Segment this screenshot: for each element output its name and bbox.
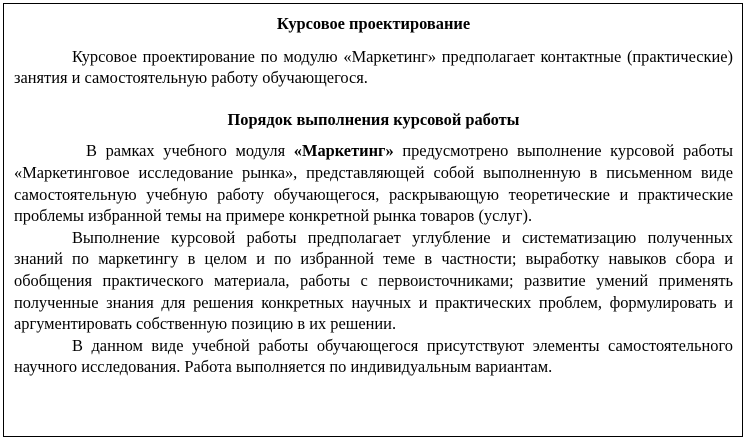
intro-paragraph: Курсовое проектирование по модулю «Маркетинг» предполагает контактные (практические) занятия и самостоятельную работу обучающегося. — [14, 46, 733, 88]
paragraph-2: Выполнение курсовой работы предполагает углубление и систематизацию полученных знаний по маркетингу в целом и по избранной теме в частности; выработку навыков сбора и обобщения практического материала, работы с первоисточниками; развитие умений применять полученные знания для решения конкретных научных и практических проблем, формулировать и аргументировать собственную позицию в их решении. — [14, 227, 733, 334]
paragraph-1-start: В рамках учебного модуля — [86, 141, 294, 161]
paragraph-3: В данном виде учебной работы обучающегося присутствуют элементы самостоятельного научного исследования. Работа выполняется по индивидуальным вариантам. — [14, 335, 733, 377]
module-name: «Маркетинг» — [293, 141, 394, 161]
section-title: Порядок выполнения курсовой работы — [227, 109, 520, 129]
paragraph-1 — [14, 140, 733, 226]
paragraph-1-rest: предусмотрено выполнение курсовой работы «Маркетинговое исследование рынка», представляющей собой выполненную в письменном виде самостоятельную учебную работу обучающегося, раскрывающую теоретические и практические проблемы избранной темы на примере конкретной рынка товаров (услуг). — [14, 141, 733, 226]
document-frame — [3, 3, 743, 437]
document-title: Курсовое проектирование — [276, 14, 471, 33]
